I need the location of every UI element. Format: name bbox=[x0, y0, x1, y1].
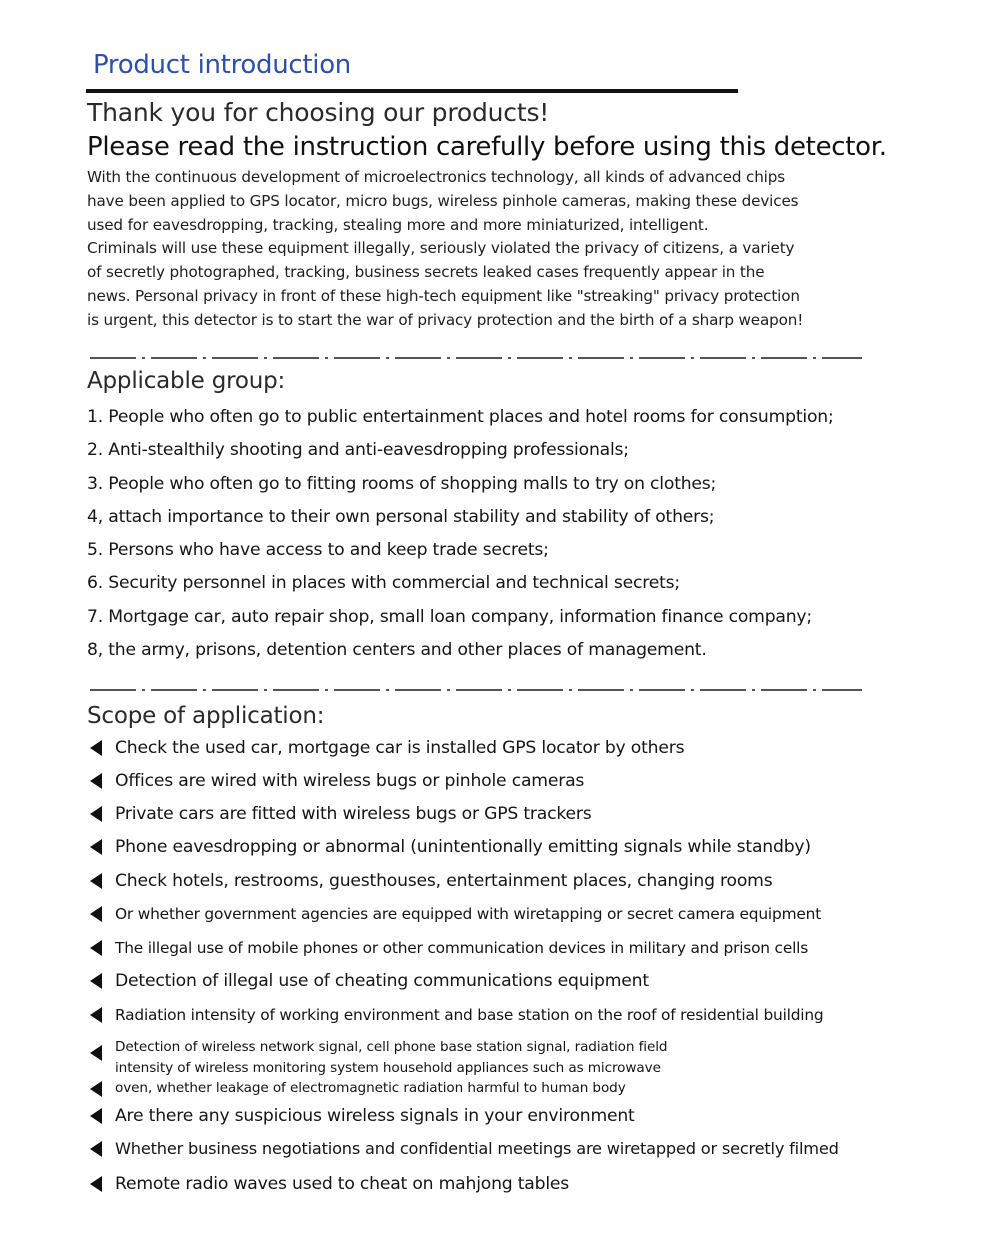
list-item bbox=[90, 905, 821, 923]
bullet-triangle-icon bbox=[90, 740, 102, 756]
dashed-divider bbox=[90, 356, 862, 360]
list-item: 3. People who often go to fitting rooms of shopping malls to try on clothes; bbox=[87, 473, 717, 494]
bullet-triangle-icon bbox=[90, 839, 102, 855]
intro-line: news. Personal privacy in front of these high-tech equipment like "streaking" privacy protection bbox=[87, 286, 800, 305]
list-item bbox=[90, 1139, 839, 1158]
bullet-triangle-icon bbox=[90, 773, 102, 789]
list-item bbox=[90, 871, 772, 891]
scope-item-text: Phone eavesdropping or abnormal (unintentionally emitting signals while standby) bbox=[115, 837, 811, 857]
list-item: 2. Anti-stealthily shooting and anti-eavesdropping professionals; bbox=[87, 440, 629, 461]
list-item: 7. Mortgage car, auto repair shop, small loan company, information finance company; bbox=[87, 606, 812, 627]
bullet-triangle-icon bbox=[90, 1141, 102, 1157]
intro-paragraph bbox=[87, 166, 897, 333]
scope-item-text: Check the used car, mortgage car is installed GPS locator by others bbox=[115, 738, 685, 758]
scope-item-text: Offices are wired with wireless bugs or pinhole cameras bbox=[115, 771, 585, 791]
bullet-triangle-icon bbox=[90, 806, 102, 822]
list-item bbox=[90, 1174, 569, 1194]
intro-line: of secretly photographed, tracking, business secrets leaked cases frequently appear in the bbox=[87, 263, 765, 282]
title-underline bbox=[86, 89, 738, 93]
scope-item-text: Are there any suspicious wireless signals in your environment bbox=[115, 1106, 635, 1126]
list-item bbox=[90, 971, 649, 991]
list-item bbox=[90, 1006, 824, 1024]
multiline-row: oven, whether leakage of electromagnetic radiation harmful to human body bbox=[115, 1080, 626, 1096]
list-item bbox=[90, 738, 684, 758]
bullet-triangle-icon bbox=[90, 940, 102, 956]
bullet-triangle-icon bbox=[90, 1108, 102, 1124]
list-item bbox=[90, 804, 591, 824]
bullet-triangle-icon bbox=[90, 906, 102, 922]
scope-item-text: Or whether government agencies are equipped with wiretapping or secret camera equipment bbox=[115, 905, 822, 923]
multiline-row: Detection of wireless network signal, cell phone base station signal, radiation field bbox=[115, 1039, 668, 1055]
bullet-triangle-icon bbox=[90, 973, 102, 989]
scope-item-text: Remote radio waves used to cheat on mahjong tables bbox=[115, 1174, 570, 1194]
list-item: 5. Persons who have access to and keep trade secrets; bbox=[87, 540, 549, 561]
scope-item-text: The illegal use of mobile phones or other communication devices in military and prison cells bbox=[115, 939, 809, 957]
bullet-triangle-icon bbox=[90, 873, 102, 889]
scope-item-text: Whether business negotiations and confidential meetings are wiretapped or secretly filmed bbox=[115, 1139, 839, 1158]
dashed-divider bbox=[90, 688, 862, 692]
intro-line: have been applied to GPS locator, micro bugs, wireless pinhole cameras, making these devices bbox=[87, 191, 799, 210]
applicable-heading: Applicable group: bbox=[87, 368, 286, 394]
scope-heading: Scope of application: bbox=[87, 703, 325, 729]
applicable-list bbox=[87, 403, 907, 669]
bullet-triangle-icon bbox=[90, 1081, 102, 1097]
instruction-heading: Please read the instruction carefully before using this detector. bbox=[87, 132, 887, 162]
list-item bbox=[90, 837, 811, 857]
intro-line: With the continuous development of microelectronics technology, all kinds of advanced chips bbox=[87, 168, 785, 186]
page-title: Product introduction bbox=[93, 50, 351, 80]
list-item: 8, the army, prisons, detention centers and other places of management. bbox=[87, 640, 707, 661]
bullet-triangle-icon bbox=[90, 1007, 102, 1023]
list-item bbox=[90, 1106, 635, 1126]
scope-item-text: Detection of illegal use of cheating communications equipment bbox=[115, 971, 649, 991]
list-item: 1. People who often go to public entertainment places and hotel rooms for consumption; bbox=[87, 407, 834, 427]
scope-item-text: Radiation intensity of working environment and base station on the roof of residential building bbox=[115, 1006, 824, 1024]
bullet-triangle-icon bbox=[90, 1045, 102, 1061]
intro-line: Criminals will use these equipment illegally, seriously violated the privacy of citizens, a variety bbox=[87, 239, 795, 258]
list-item bbox=[90, 939, 808, 957]
scope-item-text: Check hotels, restrooms, guesthouses, entertainment places, changing rooms bbox=[115, 871, 773, 891]
multiline-row: intensity of wireless monitoring system household appliances such as microwave bbox=[115, 1059, 661, 1076]
scope-item-text: Private cars are fitted with wireless bugs or GPS trackers bbox=[115, 804, 592, 824]
multiline-text bbox=[115, 1037, 667, 1099]
list-item bbox=[90, 771, 584, 791]
list-item: 6. Security personnel in places with commercial and technical secrets; bbox=[87, 573, 681, 594]
list-item: 4, attach importance to their own personal stability and stability of others; bbox=[87, 506, 715, 527]
thanks-heading: Thank you for choosing our products! bbox=[87, 98, 550, 127]
bullet-triangle-icon bbox=[90, 1176, 102, 1192]
intro-line: is urgent, this detector is to start the war of privacy protection and the birth of a sharp weapon! bbox=[87, 310, 804, 329]
intro-line: used for eavesdropping, tracking, stealing more and more miniaturized, intelligent. bbox=[87, 215, 709, 234]
list-item-multiline bbox=[90, 1037, 920, 1099]
